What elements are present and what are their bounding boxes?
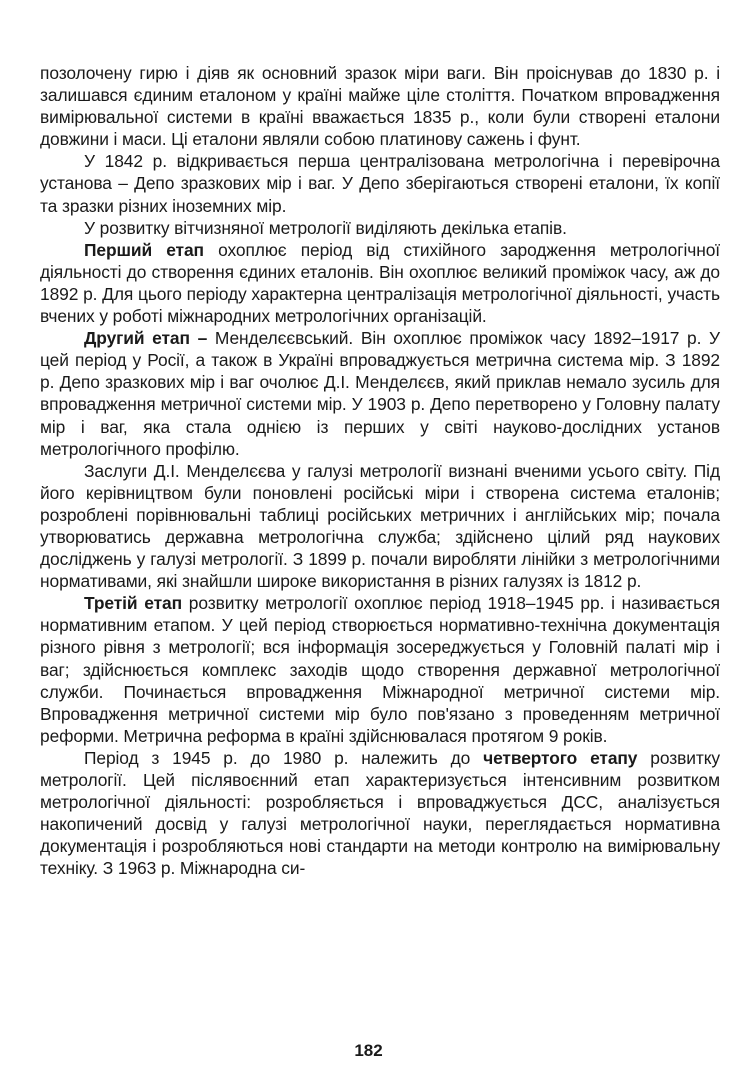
paragraph-8-text: розвитку метрології. Цей післявоєнний етап характеризується інтенсивним розвитком метрологічної діяльності: розробляється і впроваджується ДСС, аналізується накопичений досвід у галузі метрологічної науки, переглядається нормативна документація і розробляються нові стандарти на методи контролю на вимірювальну техніку. З 1963 р. Міжнародна си- bbox=[40, 747, 720, 879]
paragraph-5-text: Менделєєвський. Він охоплює проміжок часу 1892–1917 р. У цей період у Росії, а також в Україні впроваджується метрична система мір. З 1892 р. Депо зразкових мір і ваг очолює Д.І. Менделєєв, який приклав немало зусиль для впровадження метричної системи мір. У 1903 р. Депо перетворено у Головну палату мір і ваг, яка стала однією із перших у світі науково-дослідних установ метрологічного профілю. bbox=[40, 328, 720, 459]
paragraph-1 bbox=[40, 62, 720, 150]
paragraph-5-lead: Другий етап – bbox=[84, 328, 208, 349]
paragraph-7-text: розвитку метрології охоплює період 1918–1945 рр. і називається нормативним етапом. У цей період створюється нормативно-технічна документація різного рівня з метрології; вся інформація зосереджується у Головній палаті мір і ваг; здійснюється комплекс заходів щодо створення державної метрологічної служби. Починається впровадження Міжнародної метричної системи мір. Впровадження метричної системи мір було пов'язано з проведенням метричної реформи. Метрична реформа в країні здійснювалася протягом 9 років. bbox=[40, 593, 720, 746]
paragraph-6-text: Заслуги Д.І. Менделєєва у галузі метрології визнані вченими усього світу. Під його керівництвом були поновлені російські міри і створена система еталонів; розроблені порівнювальні таблиці російських метричних і англійських мір; почала утворюватись державна метрологічна служба; здійснено цілий ряд наукових досліджень у галузі метрології. З 1899 р. почали виробляти лінійки з метрологічними нормативами, які знайшли широке використання в різних галузях із 1812 р. bbox=[40, 460, 720, 592]
paragraph-1-text: позолочену гирю і діяв як основний зразок міри ваги. Він проіснував до 1830 р. і залишався єдиним еталоном у країні майже ціле століття. Початком впровадження вимірювальної системи в країні вважається 1835 р., коли були створені еталони довжини і маси. Ці еталони являли собою платинову сажень і фунт. bbox=[40, 63, 720, 150]
paragraph-2 bbox=[40, 150, 720, 216]
paragraph-8-bold: четвертого етапу bbox=[483, 747, 638, 768]
paragraph-8-pre: Період з 1945 р. до 1980 р. належить до bbox=[84, 747, 484, 768]
page-number: 182 bbox=[354, 1041, 383, 1060]
paragraph-4-text: охоплює період від стихійного зародження метрологічної діяльності до створення єдиних еталонів. Він охоплює великий проміжок часу, аж до 1892 р. Для цього періоду характерна централізація метрологічної діяльності, участь вчених у роботі міжнародних метрологічних організацій. bbox=[40, 239, 720, 327]
paragraph-4-lead: Перший етап bbox=[84, 239, 204, 260]
paragraph-3-text: У розвитку вітчизняної метрології виділяють декілька етапів. bbox=[84, 217, 567, 238]
paragraph-8 bbox=[40, 747, 720, 880]
paragraph-5 bbox=[40, 327, 720, 460]
paragraph-7 bbox=[40, 592, 720, 747]
page-body bbox=[40, 62, 720, 879]
paragraph-7-lead: Третій етап bbox=[84, 593, 182, 614]
paragraph-4 bbox=[40, 239, 720, 327]
paragraph-3 bbox=[40, 217, 720, 239]
paragraph-2-text: У 1842 р. відкривається перша централізована метрологічна і перевірочна установа – Депо зразкових мір і ваг. У Депо зберігаються створені еталони, їх копії та зразки різних іноземних мір. bbox=[40, 151, 720, 216]
paragraph-6 bbox=[40, 460, 720, 593]
